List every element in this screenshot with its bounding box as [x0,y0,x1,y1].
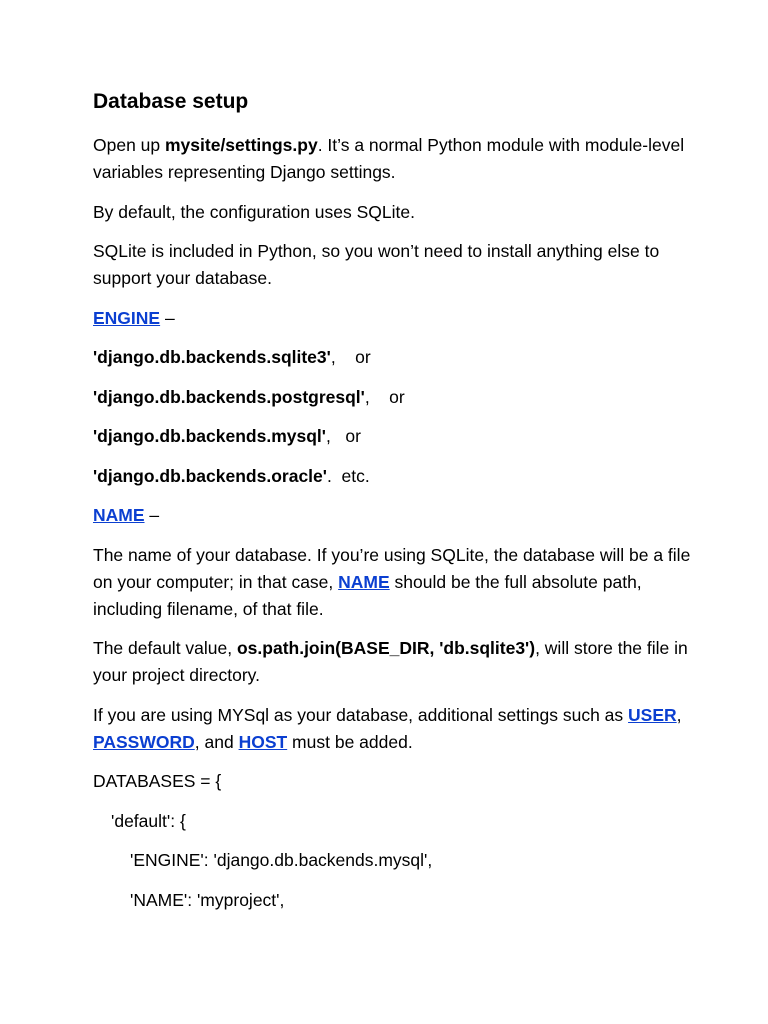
engine-option [93,423,693,450]
page-title: Database setup [93,90,249,113]
engine-value: 'django.db.backends.mysql' [93,426,326,446]
engine-link[interactable]: ENGINE [93,307,161,328]
text: should be the full absolute path, including filename, of that file. [93,571,642,619]
default-path-code: os.path.join(BASE_DIR, 'db.sqlite3') [236,638,536,658]
text: , [676,704,682,725]
paragraph-sqlite-info: SQLite is included in Python, so you won’t need to install anything else to support your database. [93,241,660,288]
code-line-default: 'default': { [111,810,186,831]
dash: – [160,307,175,328]
engine-value: 'django.db.backends.sqlite3' [93,347,331,367]
text: must be added. [287,731,413,752]
paragraph-default-value [93,635,693,689]
paragraph-name-description [93,542,693,623]
name-heading [93,502,693,529]
engine-value: 'django.db.backends.oracle' [93,465,327,486]
engine-suffix: , or [325,426,361,446]
engine-suffix: , or [364,386,405,407]
engine-heading [93,305,693,332]
paragraph-mysql-settings [93,702,693,756]
text: If you are using MYSql as your database, additional settings such as [93,704,629,725]
text: Open up [93,135,165,155]
engine-option [93,463,693,490]
engine-suffix: , or [330,347,371,367]
host-link[interactable]: HOST [238,731,288,752]
text: The default value, [93,638,237,658]
dash: – [144,505,160,525]
engine-suffix: . etc. [326,465,370,486]
engine-option [93,344,693,371]
code-line-name: 'NAME': 'myproject', [130,889,285,910]
user-link[interactable]: USER [628,704,677,725]
text: , will store the file in your project directory. [93,638,688,685]
engine-value: 'django.db.backends.postgresql' [93,386,365,407]
text: , and [194,731,239,752]
code-line-databases: DATABASES = { [93,771,222,791]
name-inline-link[interactable]: NAME [338,571,390,592]
name-link[interactable]: NAME [93,505,145,525]
engine-option [93,384,693,411]
text: The name of your database. If you’re using SQLite, the database will be a file on your computer; in that case, [93,544,691,592]
paragraph-default-config: By default, the configuration uses SQLite. [93,201,415,222]
password-link[interactable]: PASSWORD [93,731,195,752]
text: . It’s a normal Python module with module-level variables representing Django settings. [93,135,685,182]
paragraph-settings-intro [93,132,693,186]
code-line-engine: 'ENGINE': 'django.db.backends.mysql', [130,850,433,870]
document-page [93,86,693,926]
settings-filename: mysite/settings.py [165,135,318,155]
